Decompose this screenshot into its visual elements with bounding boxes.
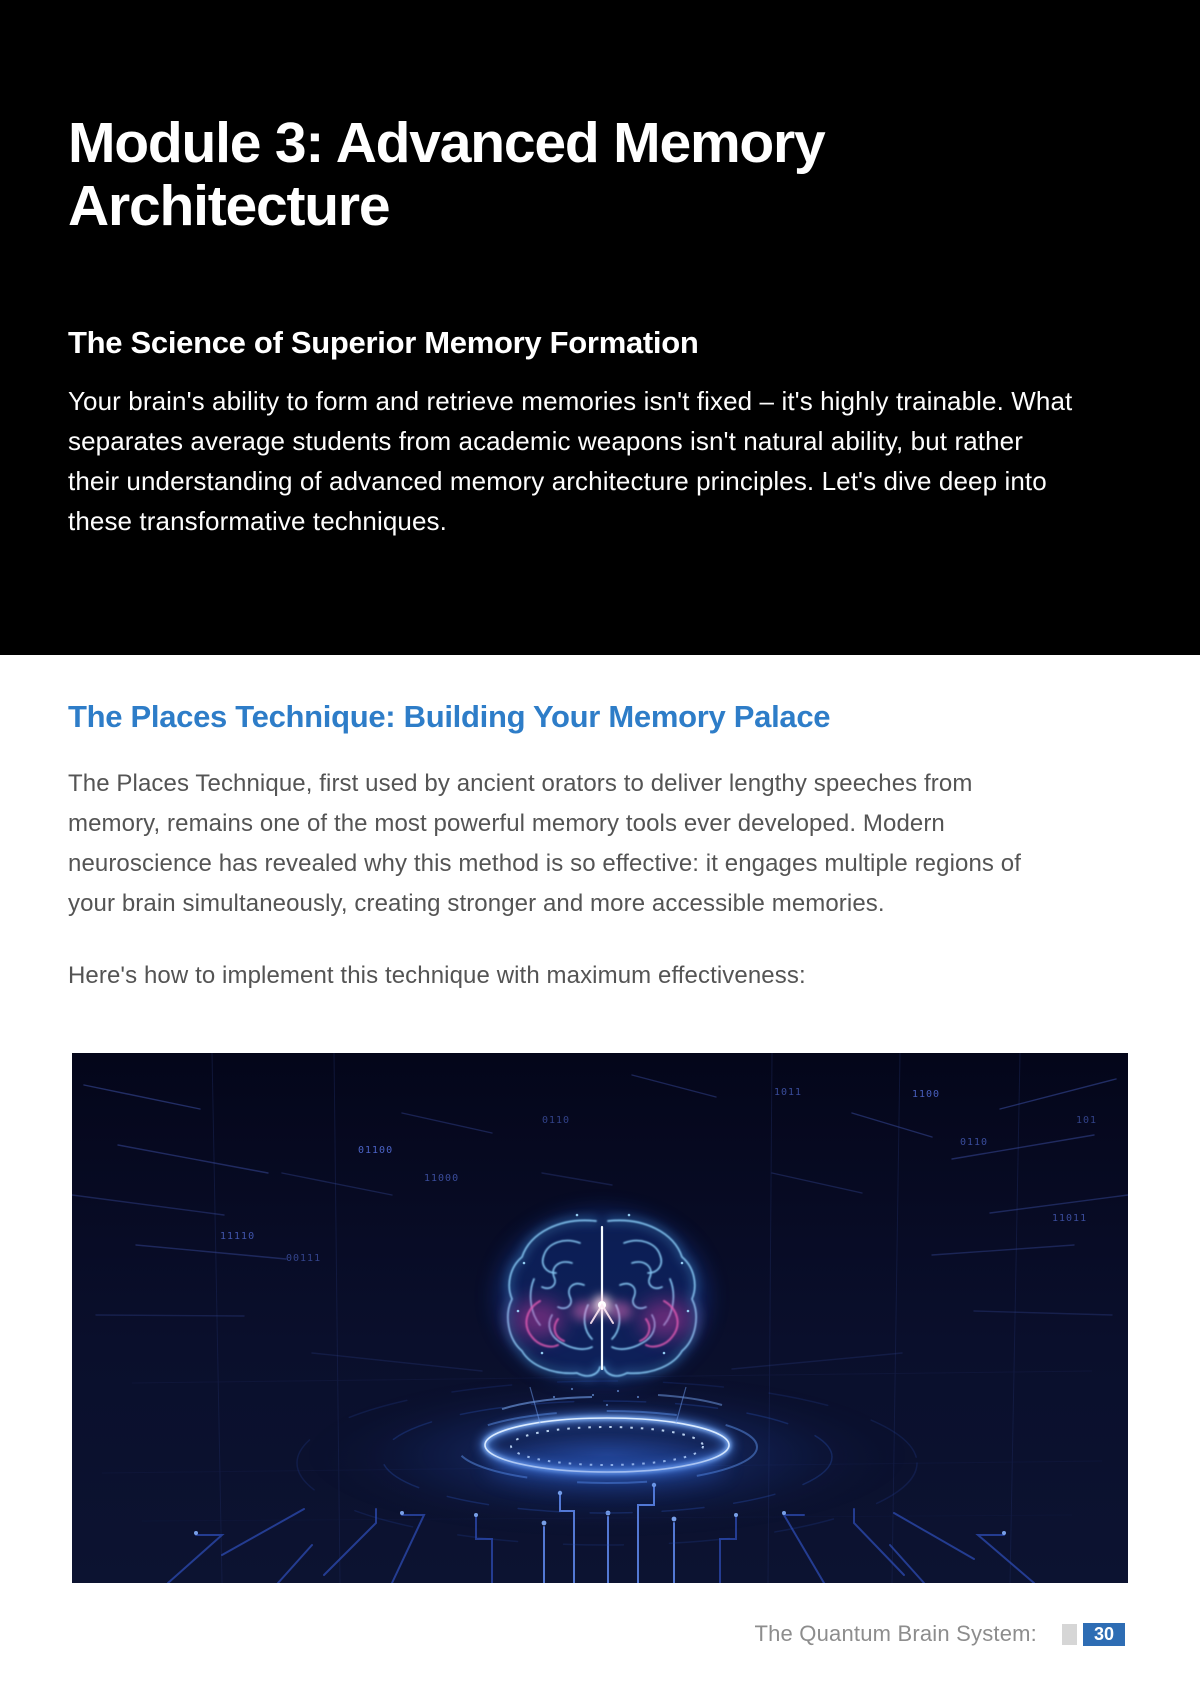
page-number-badge: 30 — [1083, 1623, 1125, 1646]
module-subtitle: The Science of Superior Memory Formation — [68, 325, 699, 360]
digital-brain-image — [72, 1053, 1128, 1583]
module-header — [0, 0, 1200, 655]
section-paragraph-1: The Places Technique, first used by ancient orators to deliver lengthy speeches from memory, remains one of the most powerful memory tools ever developed. Modern neuroscience has revealed why this method is so effective: it engages multiple regions of your brain simultaneously, creating stronger and more accessible memories. — [68, 770, 1021, 917]
svg-text:00111: 00111 — [286, 1253, 322, 1264]
svg-text:0110: 0110 — [542, 1115, 571, 1126]
svg-text:01100: 01100 — [358, 1145, 394, 1156]
svg-text:11011: 11011 — [1052, 1213, 1088, 1224]
svg-text:1100: 1100 — [912, 1089, 941, 1100]
svg-text:11000: 11000 — [424, 1173, 460, 1184]
svg-text:0110: 0110 — [960, 1137, 989, 1148]
section-heading: The Places Technique: Building Your Memory Palace — [68, 699, 831, 734]
svg-text:101: 101 — [1076, 1115, 1098, 1126]
svg-text:1011: 1011 — [774, 1087, 803, 1098]
module-title: Module 3: Advanced Memory Architecture — [68, 111, 825, 238]
section-paragraph-2: Here's how to implement this technique with maximum effectiveness: — [68, 962, 806, 989]
brain-illustration — [72, 1053, 1128, 1583]
svg-text:11110: 11110 — [220, 1231, 256, 1242]
page-body — [0, 698, 1200, 1647]
footer-book-title: The Quantum Brain System: — [754, 1621, 1037, 1646]
footer-divider — [1062, 1624, 1077, 1645]
module-intro-paragraph: Your brain's ability to form and retrieve memories isn't fixed – it's highly trainable. What separates average students from academic weapons isn't natural ability, but rather their understanding of advanced memory architecture principles. Let's dive deep into these transformative techniques. — [68, 386, 1073, 536]
page-footer — [68, 1621, 1132, 1647]
